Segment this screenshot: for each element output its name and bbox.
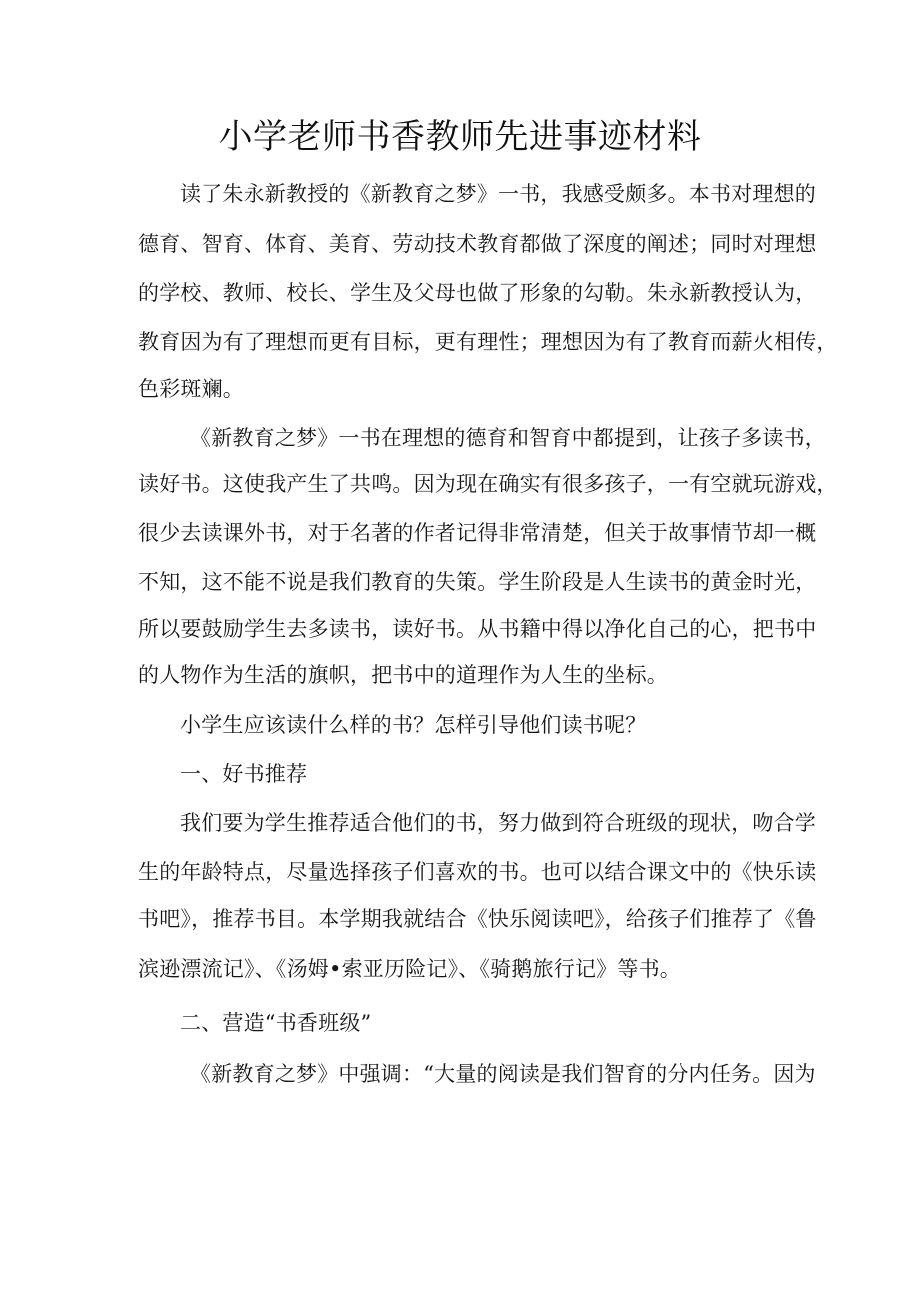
paragraph-line: 读好书。这使我产生了共鸣。因为现在确实有很多孩子，一有空就玩游戏， — [138, 472, 838, 496]
paragraph-line: 色彩斑斓。 — [138, 377, 244, 401]
paragraph-line: 《新教育之梦》中强调：“大量的阅读是我们智育的分内任务。因为 — [190, 1062, 816, 1086]
paragraph-line: 书吧》，推荐书目。本学期我就结合《快乐阅读吧》，给孩子们推荐了《鲁 — [138, 907, 817, 931]
paragraph-line: 德育、智育、体育、美育、劳动技术教育都做了深度的阐述；同时对理想 — [138, 232, 817, 256]
paragraph-line: 生的年龄特点，尽量选择孩子们喜欢的书。也可以结合课文中的《快乐读 — [138, 860, 817, 884]
paragraph-line: 《新教育之梦》一书在理想的德育和智育中都提到，让孩子多读书， — [190, 426, 826, 450]
paragraph-line: 我们要为学生推荐适合他们的书，努力做到符合班级的现状，吻合学 — [180, 811, 816, 835]
paragraph-line: 所以要鼓励学生去多读书，读好书。从书籍中得以净化自己的心，把书中 — [138, 617, 817, 641]
paragraph-line: 滨逊漂流记》、《汤姆•索亚历险记》、《骑鹅旅行记》等书。 — [138, 957, 681, 981]
paragraph-line: 不知，这不能不说是我们教育的失策。学生阶段是人生读书的黄金时光， — [138, 570, 817, 594]
paragraph-line: 很少去读课外书，对于名著的作者记得非常清楚，但关于故事情节却一概 — [138, 521, 817, 545]
paragraph-line: 的人物作为生活的旗帜，把书中的道理作为人生的坐标。 — [138, 663, 668, 687]
section-heading: 一、好书推荐 — [180, 762, 308, 786]
section-heading: 二、营造“书香班级” — [180, 1011, 372, 1035]
paragraph-line: 教育因为有了理想而更有目标，更有理性；理想因为有了教育而薪火相传， — [138, 330, 838, 354]
paragraph-line: 的学校、教师、校长、学生及父母也做了形象的勾勒。朱永新教授认为， — [138, 281, 817, 305]
paragraph-line: 读了朱永新教授的《新教育之梦》一书，我感受颇多。本书对理想的 — [180, 182, 816, 206]
question-line: 小学生应该读什么样的书？怎样引导他们读书呢？ — [180, 713, 647, 737]
document-title: 小学老师书香教师先进事迹材料 — [218, 117, 702, 157]
